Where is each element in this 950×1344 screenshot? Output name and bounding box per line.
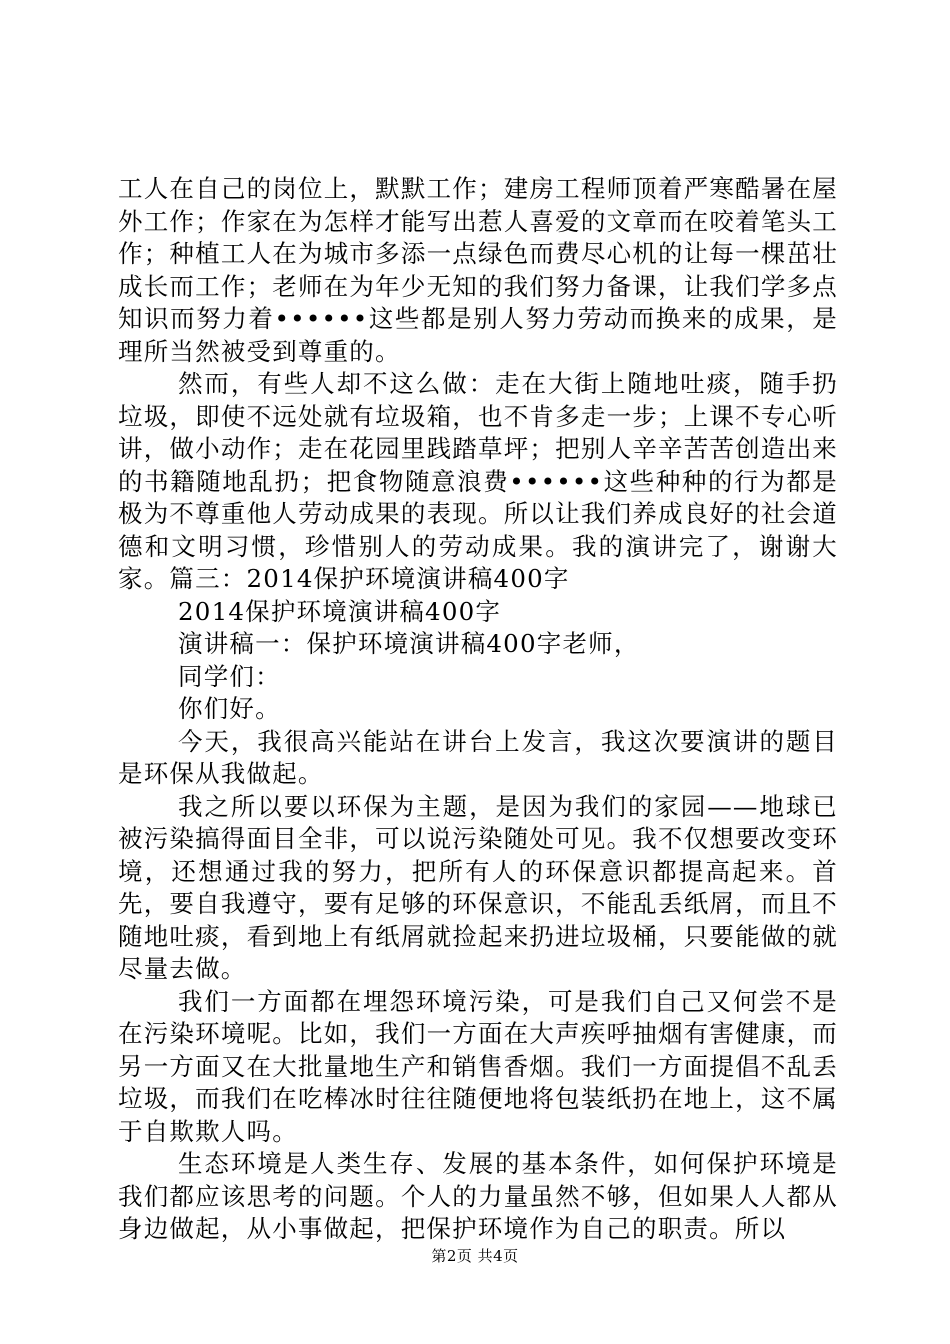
- page-footer: 第2页 共4页: [431, 1247, 519, 1265]
- paragraph-1: 工人在自己的岗位上，默默工作；建房工程师顶着严寒酷暑在屋外工作；作家在为怎样才能写出惹人喜爱的文章而在咬着笔头工作；种植工人在为城市多添一点绿色而费尽心机的让每一棵茁壮成长而工作；老师在为年少无知的我们努力备课，让我们学多点知识而努力着••••••这些都是别人努力劳动而换来的成果，是理所当然被受到尊重的。: [118, 174, 838, 366]
- document-body: [118, 173, 838, 1246]
- paragraph-9: 我们一方面都在埋怨环境污染，可是我们自己又何尝不是在污染环境呢。比如，我们一方面在大声疾呼抽烟有害健康，而另一方面又在大批量地生产和销售香烟。我们一方面提倡不乱丢垃圾，而我们在吃棒冰时往往随便地将包装纸扔在地上，这不属于自欺欺人吗。: [118, 986, 838, 1146]
- paragraph-6: 你们好。: [178, 694, 281, 723]
- paragraph-3: 2014保护环境演讲稿400字: [178, 596, 502, 626]
- paragraph-10: 生态环境是人类生存、发展的基本条件，如何保护环境是我们都应该思考的问题。个人的力量虽然不够，但如果人人都从身边做起，从小事做起，把保护环境作为自己的职责。所以: [118, 1149, 838, 1243]
- paragraph-7: 今天，我很高兴能站在讲台上发言，我这次要演讲的题目是环保从我做起。: [118, 726, 838, 788]
- paragraph-4: 演讲稿一：保护环境演讲稿400字老师，: [178, 629, 640, 658]
- paragraph-8: 我之所以要以环保为主题，是因为我们的家园——地球已被污染搞得面目全非，可以说污染随处可见。我不仅想要改变环境，还想通过我的努力，把所有人的环保意识都提高起来。首先，要自我遵守，要有足够的环保意识，不能乱丢纸屑，而且不随地吐痰，看到地上有纸屑就捡起来扔进垃圾桶，只要能做的就尽量去做。: [118, 791, 838, 983]
- paragraph-2: 然而，有些人却不这么做：走在大街上随地吐痰，随手扔垃圾，即使不远处就有垃圾箱，也不肯多走一步；上课不专心听讲，做小动作；走在花园里践踏草坪；把别人辛辛苦苦创造出来的书籍随地乱扔；把食物随意浪费••••••这些种种的行为都是极为不尊重他人劳动成果的表现。所以让我们养成良好的社会道德和文明习惯，珍惜别人的劳动成果。我的演讲完了，谢谢大家。篇三：2014保护环境演讲稿400字: [118, 369, 838, 593]
- paragraph-5: 同学们：: [178, 661, 281, 691]
